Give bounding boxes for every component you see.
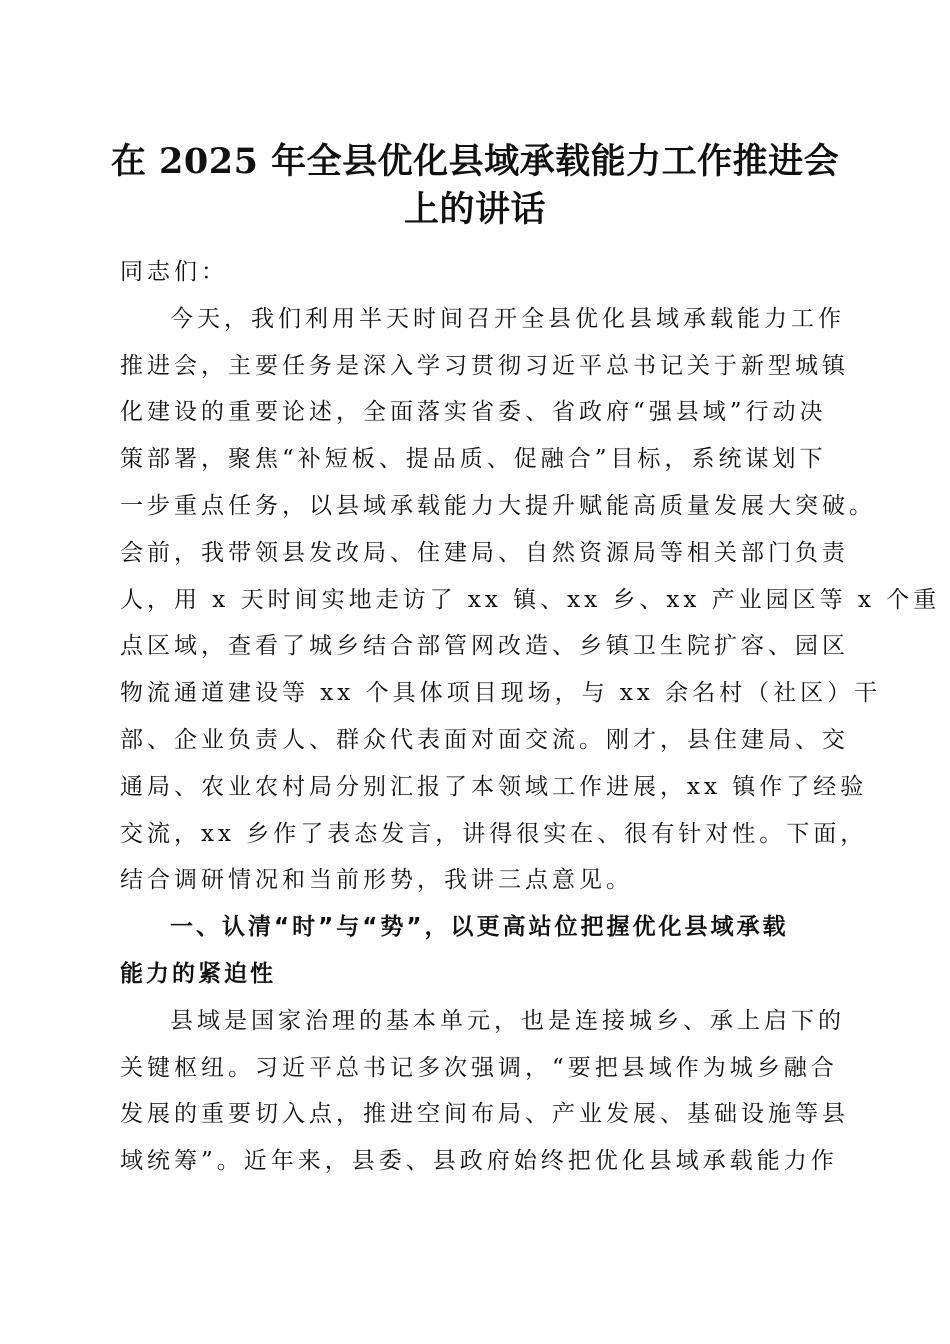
paragraph-line: 化建设的重要论述，全面落实省委、省政府“强县域”行动决 bbox=[120, 399, 827, 426]
title-line: 在 2025 年全县优化县域承载能力工作推进会 bbox=[110, 141, 840, 182]
paragraph-line: 会前，我带领县发改局、住建局、自然资源局等相关部门负责 bbox=[120, 539, 849, 566]
heading-line: 能力的紧迫性 bbox=[120, 960, 276, 987]
paragraph-line: 点区域，查看了城乡结合部管网改造、乡镇卫生院扩容、园区 bbox=[120, 633, 849, 660]
paragraph-line: 结合调研情况和当前形势，我讲三点意见。 bbox=[120, 867, 633, 894]
section-heading bbox=[120, 907, 830, 994]
paragraph-line: 策部署，聚焦“补短板、提品质、促融合”目标，系统谋划下 bbox=[120, 446, 827, 473]
paragraph-line: 域统筹”。近年来，县委、县政府始终把优化县域承载能力作 bbox=[120, 1148, 838, 1175]
paragraph-line: 通局、农业农村局分别汇报了本领域工作进展，xx 镇作了经验 bbox=[120, 773, 868, 800]
paragraph-line: 一步重点任务，以县域承载能力大提升赋能高质量发展大突破。 bbox=[120, 492, 876, 519]
paragraph-line: 关键枢纽。习近平总书记多次强调，“要把县域作为城乡融合 bbox=[120, 1054, 838, 1081]
paragraph-line: 物流通道建设等 xx 个具体项目现场，与 xx 余名村（社区）干 bbox=[120, 680, 882, 707]
salutation: 同志们： bbox=[120, 259, 228, 285]
heading-line: 一、认清“时”与“势”，以更高站位把握优化县域承载 bbox=[170, 914, 789, 941]
paragraph-line: 人，用 x 天时间实地走访了 xx 镇、xx 乡、xx 产业园区等 x 个重 bbox=[120, 586, 941, 613]
paragraph-section1 bbox=[120, 1001, 849, 1181]
document-title bbox=[100, 138, 850, 234]
paragraph-line: 部、企业负责人、群众代表面对面交流。刚才，县住建局、交 bbox=[120, 726, 849, 753]
paragraph-line: 发展的重要切入点，推进空间布局、产业发展、基础设施等县 bbox=[120, 1101, 849, 1128]
document-body bbox=[120, 252, 941, 1188]
title-line: 上的讲话 bbox=[403, 189, 546, 230]
paragraph-line: 推进会，主要任务是深入学习贯彻习近平总书记关于新型城镇 bbox=[120, 352, 849, 379]
paragraph-line: 交流，xx 乡作了表态发言，讲得很实在、很有针对性。下面， bbox=[120, 820, 868, 847]
paragraph-line: 县域是国家治理的基本单元，也是连接城乡、承上启下的 bbox=[170, 1007, 845, 1034]
paragraph-intro bbox=[120, 299, 941, 901]
paragraph-line: 今天，我们利用半天时间召开全县优化县域承载能力工作 bbox=[170, 305, 845, 332]
